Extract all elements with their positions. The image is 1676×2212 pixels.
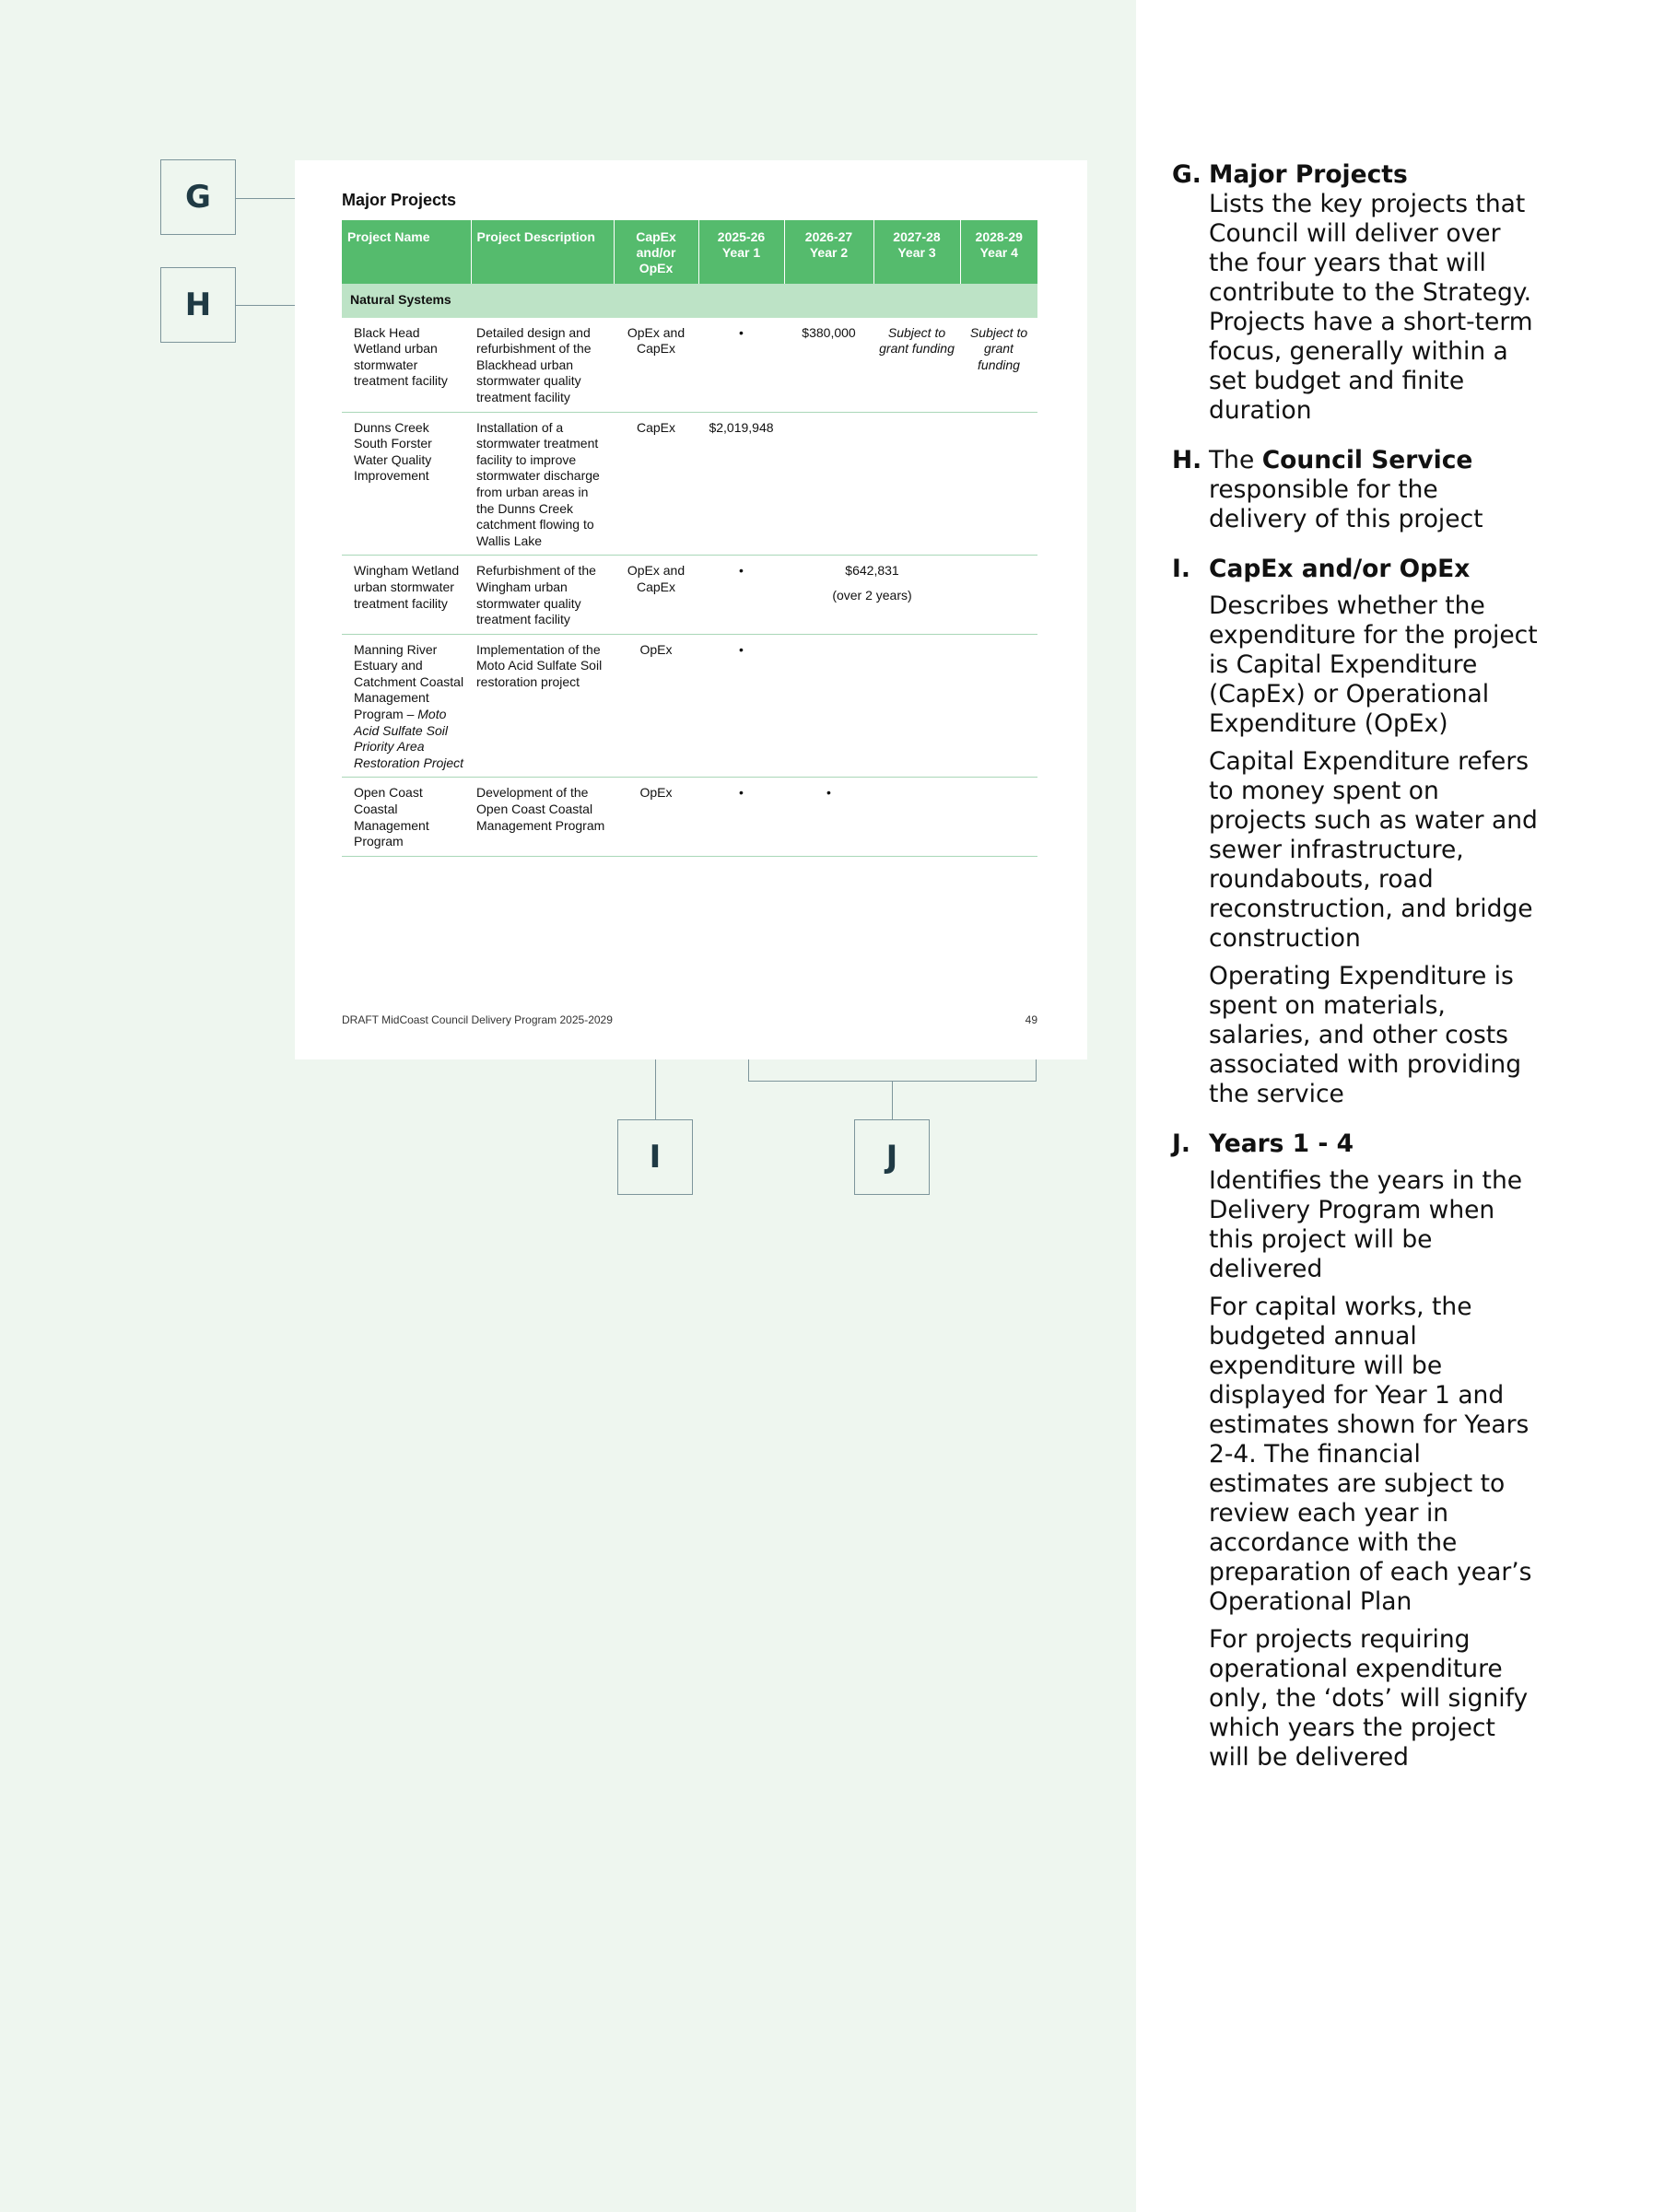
header-project-description: Project Description — [471, 220, 614, 284]
year-3-value: Subject to grant funding — [873, 318, 960, 412]
year-2-amount: $380,000 — [784, 318, 873, 412]
callout-g: G — [160, 159, 236, 235]
year-1-amount: $2,019,948 — [698, 412, 784, 556]
expenditure-type: OpEx and CapEx — [614, 318, 698, 412]
header-project-name: Project Name — [342, 220, 471, 284]
explanation-h-pre: The — [1209, 446, 1262, 474]
callout-j-connector — [892, 1081, 893, 1120]
expenditure-type: CapEx — [614, 412, 698, 556]
section-row — [342, 284, 1037, 318]
project-name-italic: Moto Acid Sulfate Soil Priority Area Restoration Project — [354, 707, 464, 770]
expenditure-type: OpEx and CapEx — [614, 556, 698, 634]
document-footer-title: DRAFT MidCoast Council Delivery Program 2025-2029 — [342, 1013, 613, 1026]
year-4-value — [960, 412, 1037, 556]
explanation-j — [1172, 1129, 1541, 1773]
major-projects-table — [342, 220, 1037, 857]
year-3-value — [873, 412, 960, 556]
year-3-value — [873, 778, 960, 856]
explanation-h — [1172, 446, 1541, 534]
callout-i: I — [617, 1119, 693, 1195]
document-page-number: 49 — [1025, 1013, 1037, 1026]
callout-h-connector — [236, 305, 295, 306]
project-name: Wingham Wetland urban stormwater treatment facility — [342, 556, 471, 634]
header-year-4: 2028-29 Year 4 — [960, 220, 1037, 284]
project-name: Open Coast Coastal Management Program — [342, 778, 471, 856]
year-1-dot: • — [698, 556, 784, 634]
expenditure-type: OpEx — [614, 778, 698, 856]
project-name: Dunns Creek South Forster Water Quality Improvement — [342, 412, 471, 556]
explanation-g — [1172, 160, 1541, 426]
year-2-value — [784, 634, 873, 778]
year-2-value — [784, 412, 873, 556]
explanation-i-letter: I. — [1172, 555, 1190, 583]
table-row — [342, 412, 1037, 556]
year-3-value — [873, 634, 960, 778]
year-4-value — [960, 634, 1037, 778]
explanation-h-letter: H. — [1172, 446, 1202, 474]
explanation-i-p3: Operating Expenditure is spent on materials, salaries, and other costs associated with providing the service — [1209, 962, 1522, 1108]
callout-i-connector — [655, 1059, 656, 1120]
explanation-i — [1172, 555, 1541, 1109]
section-natural-systems: Natural Systems — [342, 284, 1037, 318]
header-year-1: 2025-26 Year 1 — [698, 220, 784, 284]
explanation-h-post: responsible for the delivery of this project — [1209, 475, 1483, 533]
year-2-3-amount-note: (over 2 years) — [832, 587, 912, 603]
callout-g-connector — [236, 198, 295, 199]
explanation-i-p2: Capital Expenditure refers to money spent on projects such as water and sewer infrastructure, roundabouts, road reconstruction, and bridge construction — [1209, 747, 1538, 953]
explanation-h-bold: Council Service — [1261, 446, 1473, 474]
explanation-j-p2: For capital works, the budgeted annual expenditure will be displayed for Year 1 and estimates shown for Years 2-4. The financial estimates are subject to review each year in accordance with the preparation of each year’s Operational Plan — [1209, 1293, 1532, 1616]
explanation-g-title: Major Projects — [1209, 160, 1408, 189]
explanation-g-letter: G. — [1172, 160, 1201, 189]
project-description: Implementation of the Moto Acid Sulfate Soil restoration project — [471, 634, 614, 778]
project-description: Development of the Open Coast Coastal Management Program — [471, 778, 614, 856]
project-name — [342, 634, 471, 778]
explanation-h-text — [1209, 446, 1541, 534]
callout-j-bracket-right — [1036, 1059, 1037, 1082]
explanation-i-title: CapEx and/or OpEx — [1209, 555, 1471, 583]
year-4-value: Subject to grant funding — [960, 318, 1037, 412]
document-excerpt — [295, 160, 1087, 1059]
year-1-dot: • — [698, 778, 784, 856]
callout-h: H — [160, 267, 236, 343]
expenditure-type: OpEx — [614, 634, 698, 778]
project-description: Refurbishment of the Wingham urban stormwater quality treatment facility — [471, 556, 614, 634]
explanation-j-title: Years 1 - 4 — [1209, 1129, 1354, 1158]
explanation-i-p1: Describes whether the expenditure for the project is Capital Expenditure (CapEx) or Operational Expenditure (OpEx) — [1209, 591, 1538, 738]
table-row — [342, 318, 1037, 412]
header-year-3: 2027-28 Year 3 — [873, 220, 960, 284]
year-4-value — [960, 556, 1037, 634]
callout-j-bracket-left — [748, 1059, 749, 1082]
header-capex-opex: CapEx and/or OpEx — [614, 220, 698, 284]
project-description: Detailed design and refurbishment of the Blackhead urban stormwater quality treatment facility — [471, 318, 614, 412]
callout-j: J — [854, 1119, 930, 1195]
project-description: Installation of a stormwater treatment facility to improve stormwater discharge from urban areas in the Dunns Creek catchment flowing to Wallis Lake — [471, 412, 614, 556]
explanation-g-text: Lists the key projects that Council will deliver over the four years that will contribute to the Strategy. Projects have a short-term focus, generally within a set budget and finite duration — [1209, 190, 1533, 425]
project-name: Black Head Wetland urban stormwater treatment facility — [342, 318, 471, 412]
explanation-j-p1: Identifies the years in the Delivery Program when this project will be delivered — [1209, 1166, 1523, 1283]
year-1-dot: • — [698, 634, 784, 778]
table-row — [342, 778, 1037, 856]
explanation-j-p3: For projects requiring operational expenditure only, the ‘dots’ will signify which years the project will be delivered — [1209, 1625, 1529, 1772]
year-1-dot: • — [698, 318, 784, 412]
project-name-text: Manning River Estuary and Catchment Coastal Management Program – — [354, 641, 464, 722]
explanations-column — [1172, 160, 1541, 1793]
year-2-dot: • — [784, 778, 873, 856]
table-row — [342, 556, 1037, 634]
document-title: Major Projects — [342, 191, 457, 209]
year-2-3-amount-value: $642,831 — [845, 563, 899, 579]
explanation-j-letter: J. — [1172, 1129, 1190, 1158]
header-year-2: 2026-27 Year 2 — [784, 220, 873, 284]
year-4-value — [960, 778, 1037, 856]
year-2-3-amount — [784, 556, 960, 634]
table-row — [342, 634, 1037, 778]
table-header-row — [342, 220, 1037, 284]
